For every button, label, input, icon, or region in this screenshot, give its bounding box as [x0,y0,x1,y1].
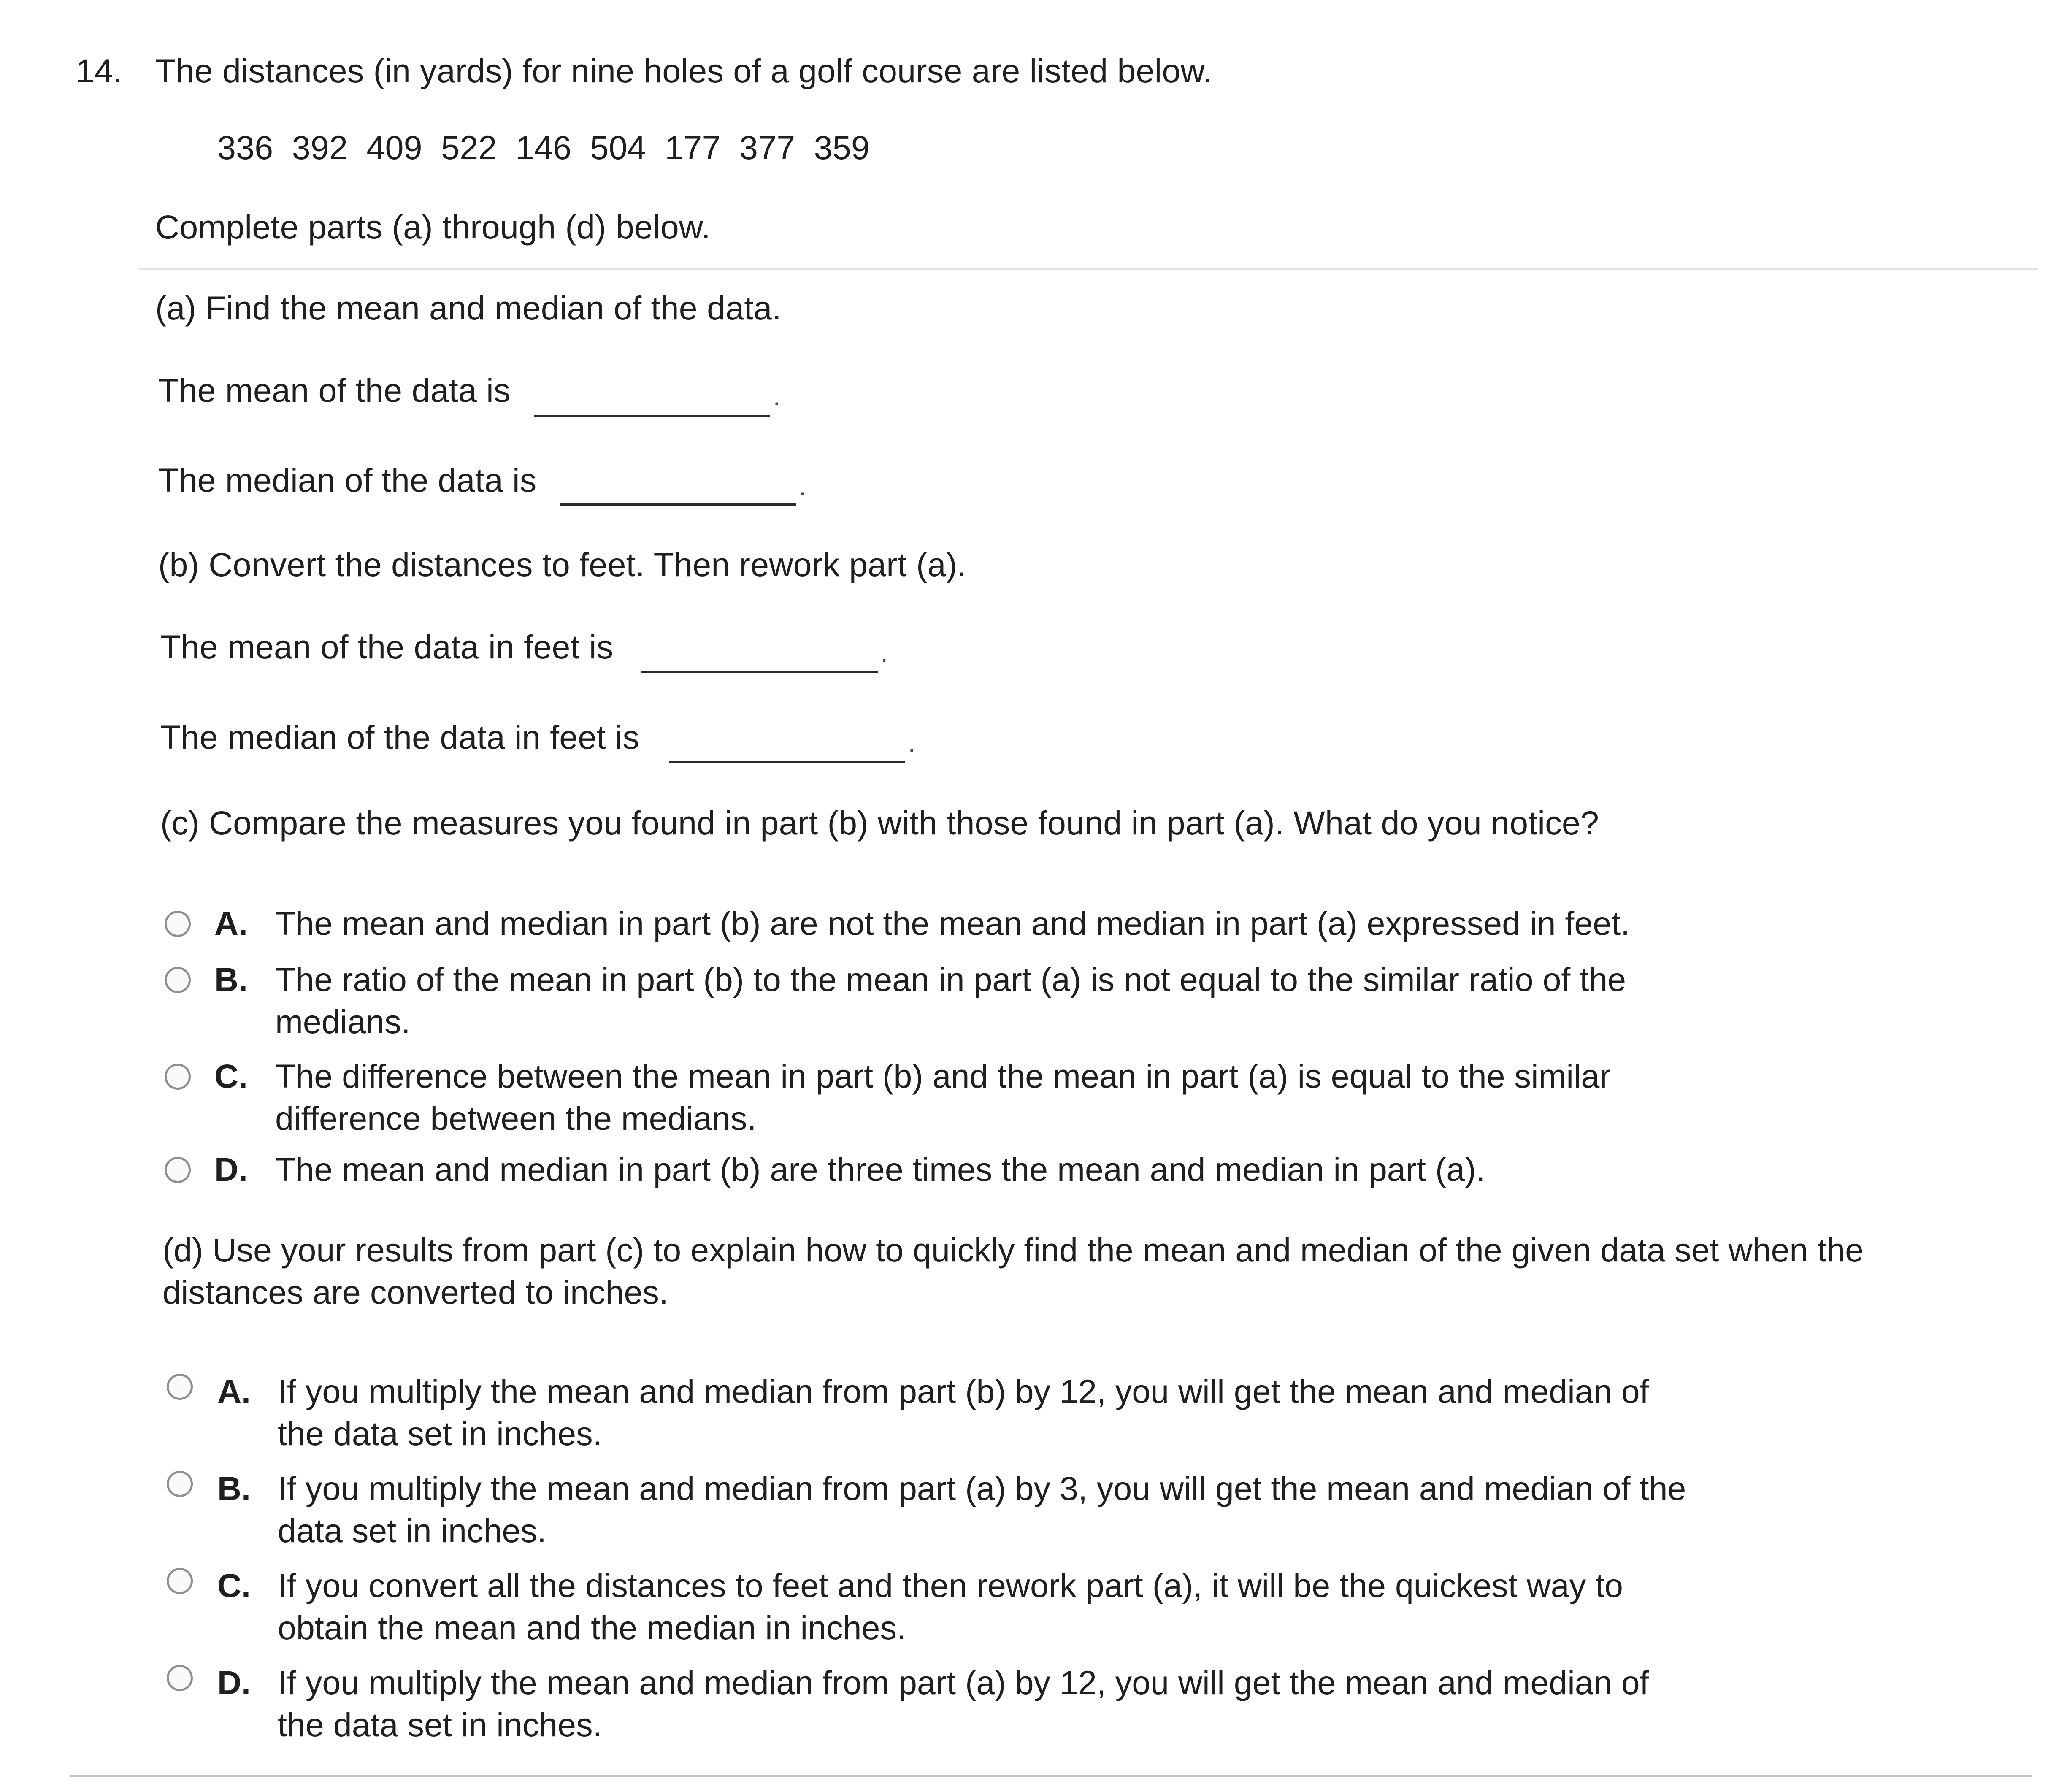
part-d-option-b-radio[interactable] [167,1471,193,1497]
part-a-mean-period: . [773,382,780,411]
part-d-option-d-text[interactable]: If you multiply the mean and median from part (a) by 12, you will get the mean and median of the data set in inches. [278,1664,1649,1743]
part-c-option-b-text[interactable]: The ratio of the mean in part (b) to the mean in part (a) is not equal to the similar ratio of the medians. [275,961,1626,1040]
part-c-option-b-letter: B. [214,961,248,998]
instructions: Complete parts (a) through (d) below. [155,208,711,246]
part-d-option-c-radio[interactable] [167,1568,193,1594]
data-values: 336 392 409 522 146 504 177 377 359 [217,129,870,166]
part-b-mean-answer-blank[interactable] [641,671,878,673]
question-number: 14. [76,52,123,89]
part-d-option-b-letter: B. [217,1470,251,1507]
part-d-option-a-letter: A. [217,1372,251,1410]
part-b-heading: (b) Convert the distances to feet. Then rework part (a). [158,546,967,583]
part-c-option-a-radio[interactable] [165,911,191,937]
part-c-option-c-radio[interactable] [165,1064,191,1090]
divider-top [139,268,2038,270]
divider-bottom [70,1775,2032,1777]
part-b-median-label: The median of the data in feet is [160,718,640,756]
part-d-option-c-letter: C. [217,1567,251,1604]
part-a-mean-label: The mean of the data is [158,371,511,409]
part-c-option-a-text[interactable]: The mean and median in part (b) are not the mean and median in part (a) expressed in feet. [275,904,1630,942]
part-d-option-a-text[interactable]: If you multiply the mean and median from part (b) by 12, you will get the mean and median of the data set in inches. [278,1372,1649,1452]
part-d-heading: (d) Use your results from part (c) to explain how to quickly find the mean and median of the given data set when the distances are converted to inches. [162,1231,1864,1311]
part-c-option-a-letter: A. [214,904,248,942]
part-c-option-d-letter: D. [214,1150,248,1188]
part-a-median-label: The median of the data is [158,461,537,499]
part-c-heading: (c) Compare the measures you found in part (b) with those found in part (a). What do you notice? [160,804,1599,842]
part-d-option-d-radio[interactable] [167,1665,193,1691]
part-c-option-c-letter: C. [214,1057,248,1095]
question-prompt: The distances (in yards) for nine holes of a golf course are listed below. [155,52,1212,89]
part-b-median-answer-blank[interactable] [669,761,905,763]
part-b-median-period: . [908,729,915,757]
part-a-median-period: . [799,472,806,501]
part-c-option-b-radio[interactable] [165,967,191,993]
part-b-mean-label: The mean of the data in feet is [160,628,614,666]
part-b-mean-period: . [881,639,888,667]
part-a-median-answer-blank[interactable] [560,503,796,506]
part-d-option-c-text[interactable]: If you convert all the distances to feet and then rework part (a), it will be the quickest way to obtain the mean and the median in inches. [278,1567,1623,1646]
part-a-heading: (a) Find the mean and median of the data. [155,289,782,327]
part-c-option-c-text[interactable]: The difference between the mean in part (b) and the mean in part (a) is equal to the similar difference between the medians. [275,1057,1611,1137]
part-d-option-d-letter: D. [217,1664,251,1701]
part-a-mean-answer-blank[interactable] [534,415,770,417]
part-c-option-d-radio[interactable] [165,1157,191,1183]
part-c-option-d-text[interactable]: The mean and median in part (b) are three times the mean and median in part (a). [275,1150,1485,1188]
part-d-option-b-text[interactable]: If you multiply the mean and median from part (a) by 3, you will get the mean and median of the data set in inches. [278,1470,1686,1549]
part-d-option-a-radio[interactable] [167,1374,193,1400]
